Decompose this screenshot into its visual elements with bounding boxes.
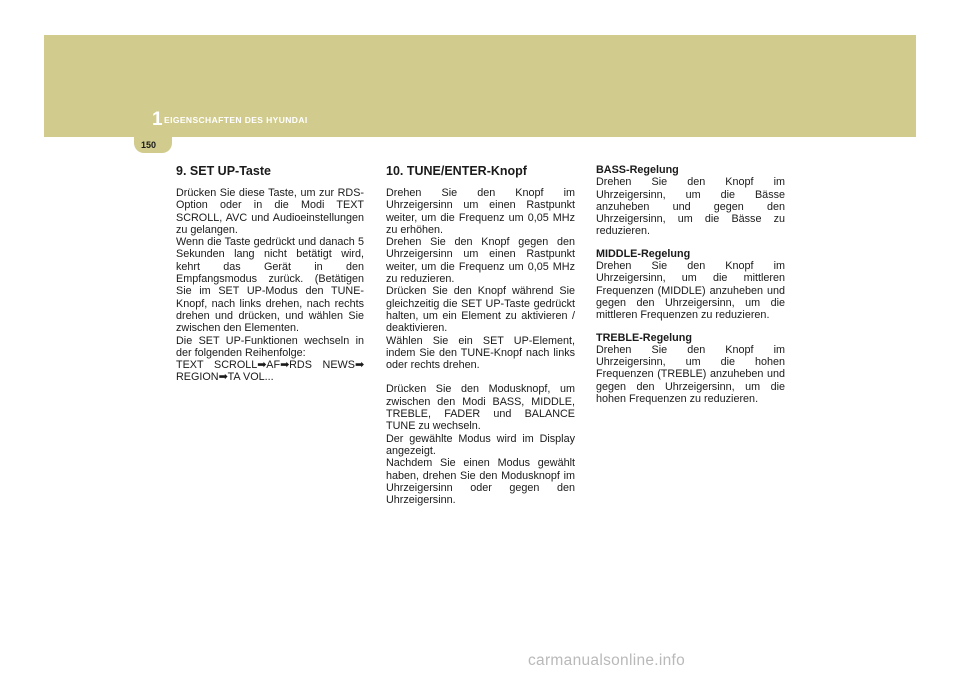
paragraph: Der gewählte Modus wird im Display angezeigt. [386, 432, 575, 457]
paragraph: Drehen Sie den Knopf im Uhrzeigersinn, um die mittleren Frequenzen (MIDDLE) anzuheben und gegen den Uhrzeigersinn, um die mittleren Frequenzen zu reduzieren. [596, 260, 785, 322]
paragraph: Drücken Sie den Knopf während Sie gleichzeitig die SET UP-Taste gedrückt halten, um ein Element zu aktivieren / deaktivieren. [386, 285, 575, 335]
paragraph: Drehen Sie den Knopf im Uhrzeigersinn um einen Rastpunkt weiter, um die Frequenz um 0,05 MHz zu erhöhen. [386, 187, 575, 236]
section-title-tune-enter: 10. TUNE/ENTER-Knopf [386, 164, 527, 178]
subhead-bass: BASS-Regelung [596, 164, 679, 176]
column-set-up-taste [176, 160, 364, 384]
column-tune-enter-knopf [386, 160, 575, 506]
paragraph: Wählen Sie ein SET UP-Element, indem Sie den TUNE-Knopf nach links oder rechts drehen. [386, 334, 575, 372]
paragraph: Drehen Sie den Knopf gegen den Uhrzeigersinn um einen Rastpunkt weiter, um die Frequenz um 0,05 MHz zu reduzieren. [386, 236, 575, 286]
paragraph: Die SET UP-Funktionen wechseln in der folgenden Reihenfolge: [176, 334, 364, 359]
chapter-number: 1 [152, 109, 163, 130]
paragraph-gap [596, 322, 785, 332]
paragraph: Drücken Sie den Modusknopf, um zwischen den Modi BASS, MIDDLE, TREBLE, FADER und BALANCE TUNE zu wechseln. [386, 383, 575, 433]
subhead-treble: TREBLE-Regelung [596, 331, 692, 344]
column-klangregelung [596, 164, 785, 405]
paragraph: TEXT SCROLL➡AF➡RDS NEWS➡ REGION➡TA VOL... [176, 359, 364, 384]
chapter-title: EIGENSCHAFTEN DES HYUNDAI [164, 115, 308, 125]
subhead-middle: MIDDLE-Regelung [596, 247, 691, 260]
page-number: 150 [141, 140, 157, 150]
section-title-set-up: 9. SET UP-Taste [176, 164, 271, 178]
paragraph: Drehen Sie den Knopf im Uhrzeigersinn, um die Bässe anzuheben und gegen den Uhrzeigersinn, um die Bässe zu reduzieren. [596, 176, 785, 238]
paragraph: Drehen Sie den Knopf im Uhrzeigersinn, um die hohen Frequenzen (TREBLE) anzuheben und gegen den Uhrzeigersinn, um die hohen Frequenzen zu reduzieren. [596, 343, 785, 406]
paragraph: Drücken Sie diese Taste, um zur RDS-Option oder in die Modi TEXT SCROLL, AVC und Audioeinstellungen zu gelangen. [176, 187, 364, 236]
watermark: carmanualsonline.info [528, 652, 686, 669]
paragraph: Nachdem Sie einen Modus gewählt haben, drehen Sie den Modusknopf im Uhrzeigersinn oder gegen den Uhrzeigersinn. [386, 457, 575, 507]
paragraph-gap [386, 371, 575, 383]
paragraph: Wenn die Taste gedrückt und danach 5 Sekunden lang nicht betätigt wird, kehrt das Gerät in den Empfangsmodus zurück. (Betätigen Sie im SET UP-Modus den TUNE-Knopf, nach links drehen, nach rechts drehen und drücken, und wählen Sie zwischen den Elementen. [176, 236, 364, 335]
paragraph-gap [596, 238, 785, 248]
